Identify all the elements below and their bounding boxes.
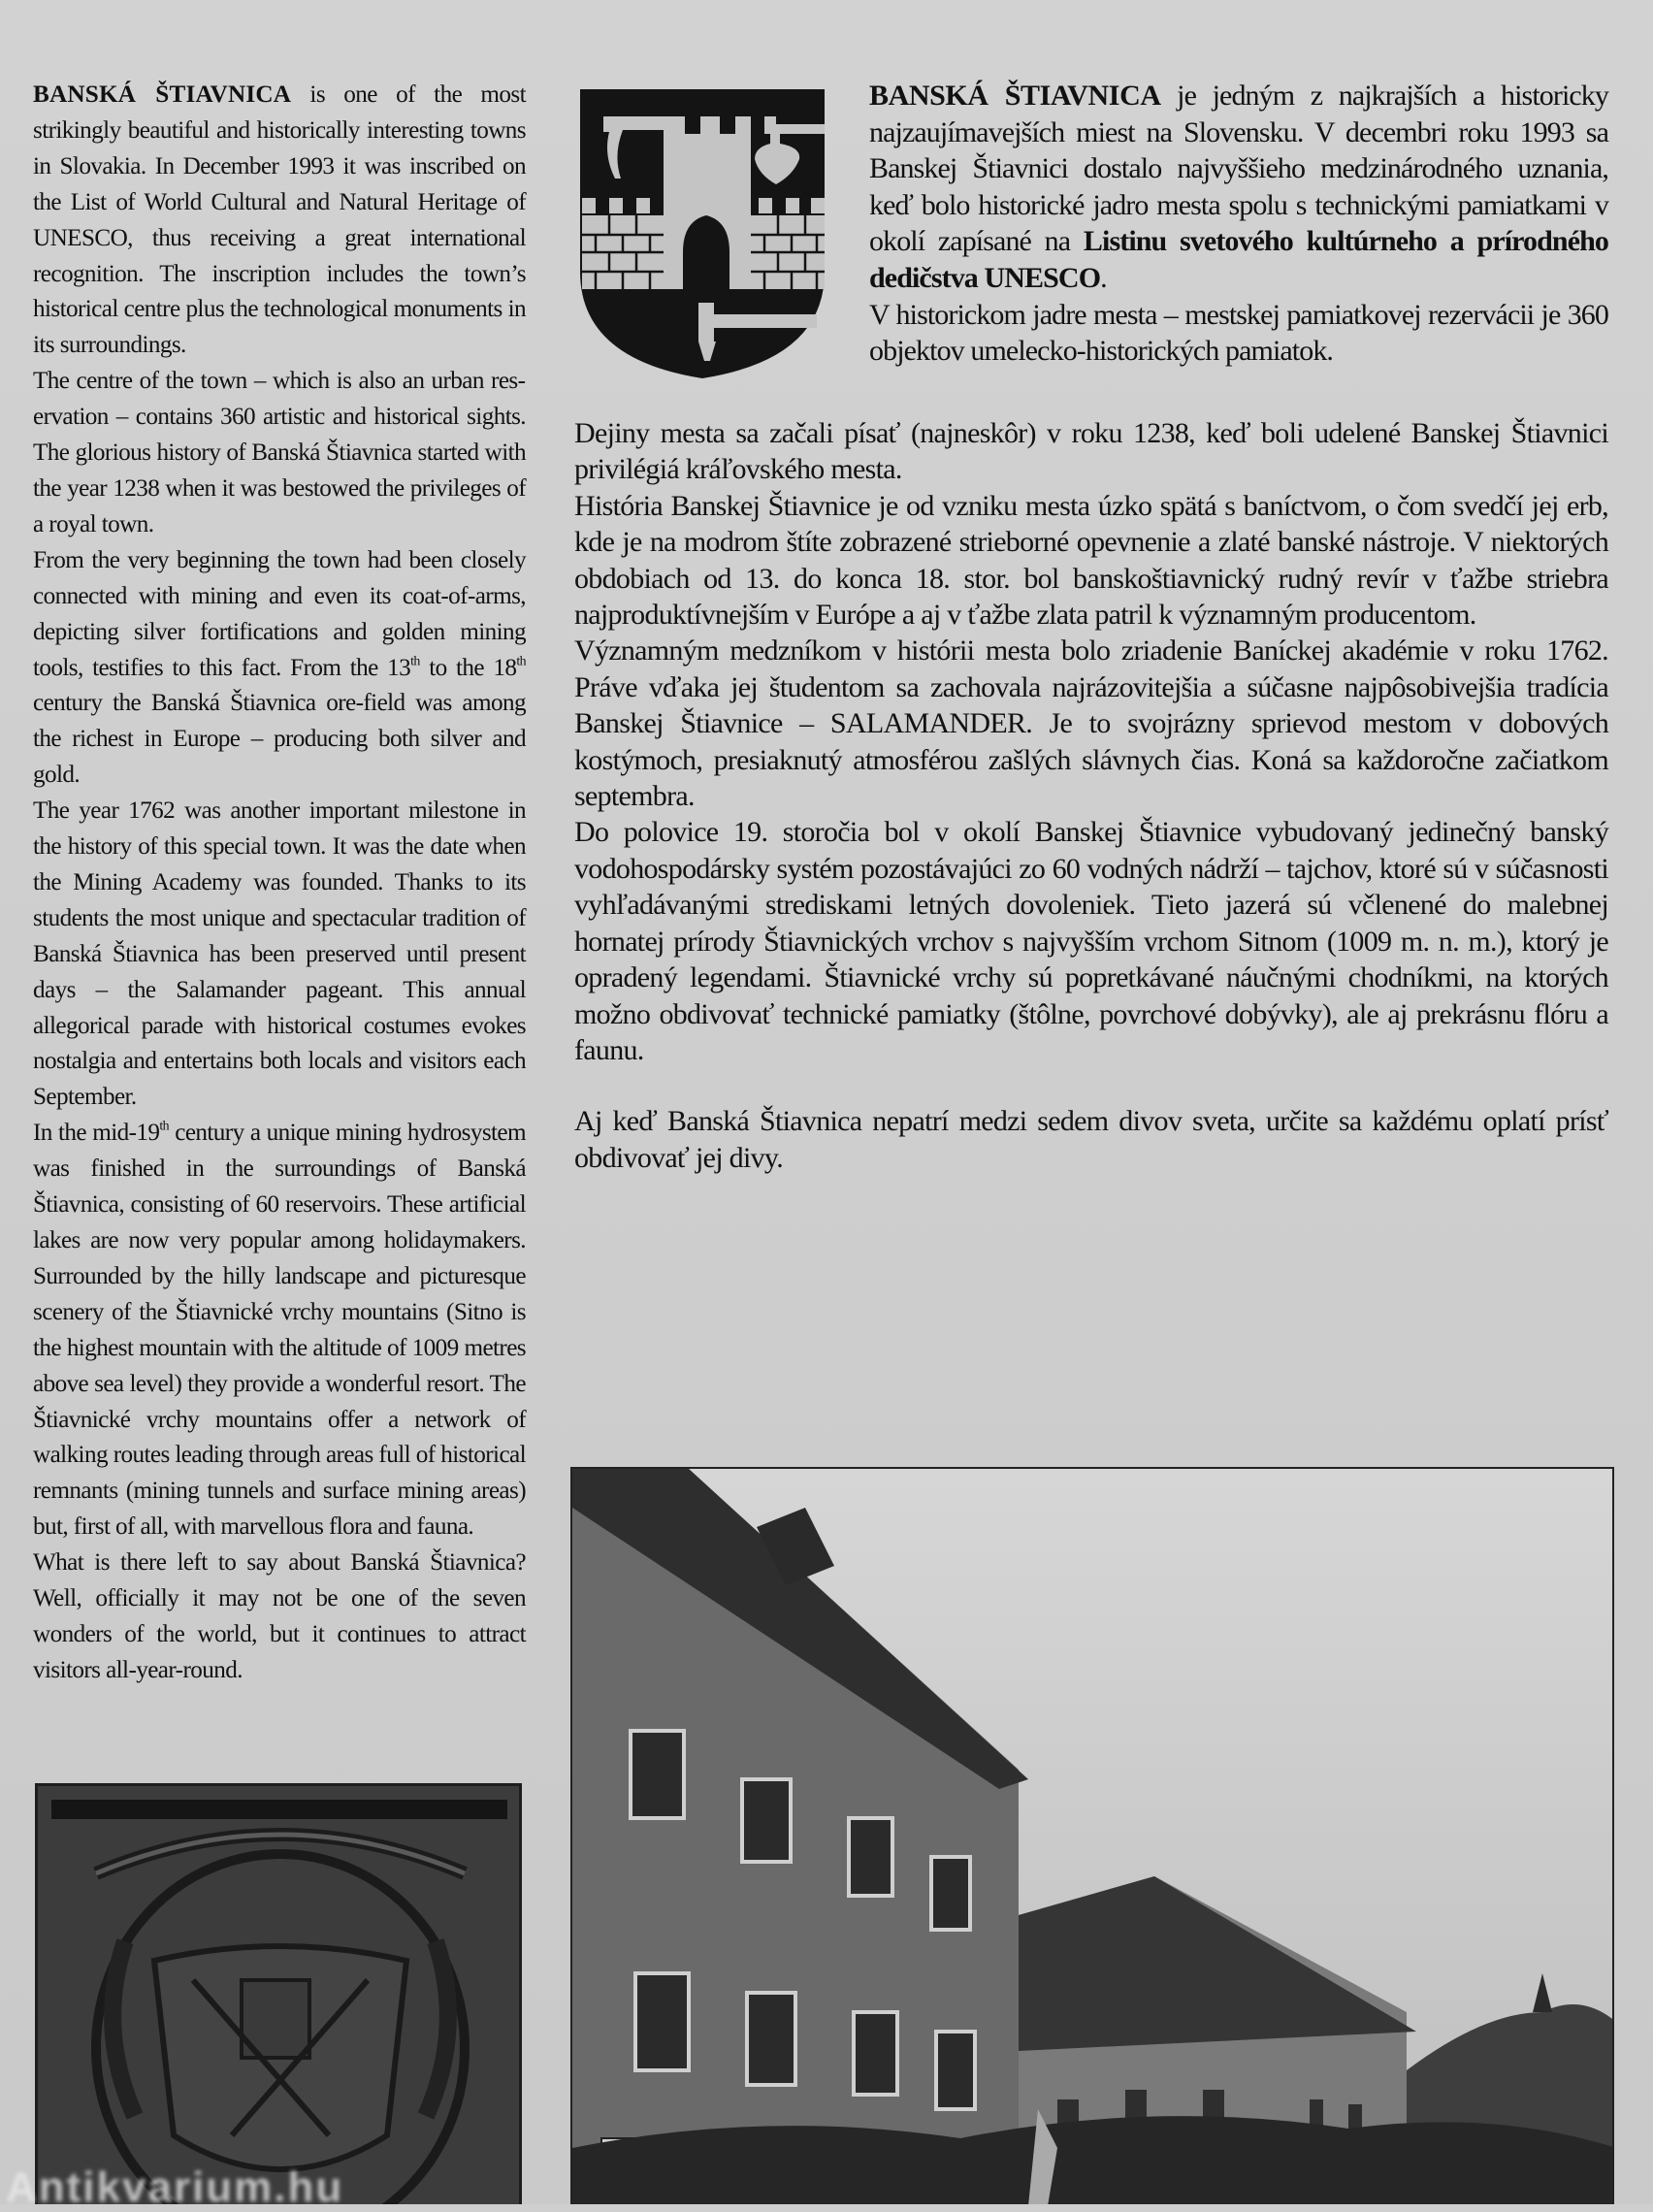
street-scene-photo bbox=[570, 1467, 1614, 2204]
slovak-paragraph-7: Aj keď Banská Štiavnica nepatrí medzi sedem divov sveta, určite sa každému oplatí prísť obdivovať jej divy. bbox=[574, 1105, 1608, 1174]
watermark: Antikvarium.hu bbox=[6, 2163, 344, 2211]
english-title: BANSKÁ ŠTIAVNICA bbox=[33, 81, 292, 108]
english-paragraph-5: In the mid-19th century a unique mining hydrosystem was finished in the surroundings of Banská Štiavnica, consisting of 60 reservoirs. These artificial lakes are now very popular among holidaymakers. Surrounded by the hilly landscape and picturesque scenery of the Štiavnické vrchy mountains (Sitno is the highest mountain with the altitude of 1009 metres above sea level) they provide a wonderful resort. The Štiavnické vrchy mountains offer a network of walking routes leading through areas full of historical remnants (mining tunnels and surface mining areas) but, first of all, with marvellous flora and fauna. bbox=[33, 1118, 526, 1541]
english-text-column bbox=[33, 78, 526, 1689]
paragraph-gap bbox=[574, 1068, 1608, 1103]
slovak-paragraph-3: Dejiny mesta sa začali písať (najneskôr) v roku 1238, keď boli udelené Banskej Štiavnici privilégiá kráľovského mesta. bbox=[574, 417, 1608, 486]
english-paragraph-3: From the very beginning the town had been closely connected with mining and even its coat-of-arms, depicting silver fortifications and golden mining tools, testifies to this fact. From the 13th to the 18th century the Banská Štiavnica ore-field was among the richest in Europe – producing both silver and gold. bbox=[33, 546, 526, 789]
slovak-paragraph-4: História Banskej Štiavnice je od vzniku mesta úzko spätá s baníctvom, o čom svedčí jej erb, kde je na modrom štíte zobrazené strieborné opevnenie a zlaté banské nástroje. V niektorých obdobiach od 13. do konca 18. stor. bol banskoštiavnický rudný revír v ťažbe striebra najproduktívnejším v Európe a aj v ťažbe zlata patril k významným producentom. bbox=[574, 489, 1608, 632]
english-paragraph-4: The year 1762 was another important milestone in the history of this special town. It was the date when the Mining Academy was founded. Thanks to its students the most unique and spectacular tradition of Banská Štiavnica has been preserved until present days – the Salamander pageant. This annual allegorical parade with historical costumes evokes nostalgia and entertains both locals and visitors each September. bbox=[33, 797, 526, 1111]
relief-photo bbox=[35, 1783, 522, 2204]
unesco-list-bold: Listinu svetového kultúrneho a prírodného dedičstva UNESCO bbox=[869, 225, 1609, 294]
slovak-intro-text bbox=[869, 78, 1608, 370]
english-paragraph-6: What is there left to say about Banská Štiavnica? Well, officially it may not be one of the seven wonders of the world, but it continues to attract visitors all-year-round. bbox=[33, 1549, 526, 1683]
slovak-paragraph-5: Významným medzníkom v histórii mesta bolo zriadenie Baníckej akadémie v roku 1762. Práve vďaka jej študentom sa zachovala najrázovitejšia a súčasne najpôsobivejšia tradícia Banskej Štiavnice – SALAMANDER. Je to svojrázny sprievod mestom v dobových kostýmoch, presiaknutý atmosférou zašlých slávnych čias. Koná sa každoročne začiatkom septembra. bbox=[574, 634, 1608, 813]
slovak-paragraph-2: V historickom jadre mesta – mestskej pamiatkovej rezervácii je 360 objektov umelecko-historických pamiatok. bbox=[869, 298, 1608, 368]
english-paragraph-1: BANSKÁ ŠTIAVNICA is one of the most strikingly beautiful and historically interesting towns in Slovakia. In December 1993 it was inscribed on the List of World Cultural and Natural Heritage of UNESCO, thus receiving a great international recognition. The inscription includes the town’s historical centre plus the technological monuments in its surroundings. bbox=[33, 81, 526, 359]
slovak-main-text bbox=[574, 415, 1608, 1176]
slovak-title: BANSKÁ ŠTIAVNICA bbox=[869, 80, 1161, 112]
slovak-paragraph-1: BANSKÁ ŠTIAVNICA je jedným z najkrajších a historicky najzaujímavejších miest na Slovensku. V decembri roku 1993 sa Banskej Štiavnici dostalo najvyššieho medzinárodného uznania, keď bolo historické jadro mesta spolu s technickými pamiatkami v okolí zapísané na Listinu svetového kultúrneho a prírodného dedičstva UNESCO. bbox=[869, 80, 1609, 294]
english-paragraph-2: The centre of the town – which is also an urban reservation – contains 360 artistic and historical sights. The glorious history of Banská Štiavnica started with the year 1238 when it was bestowed the privileges of a royal town. bbox=[33, 368, 526, 537]
slovak-paragraph-6: Do polovice 19. storočia bol v okolí Banskej Štiavnice vybudovaný jedinečný banský vodohospodársky systém pozostávajúci zo 60 vodných nádrží – tajchov, ktoré sú v súčasnosti vyhľadávanými strediskami letných dovoleniek. Tieto jazerá sú včlenené do malebnej hornatej prírody Štiavnických vrchov s najvyšším vrchom Sitnom (1009 m. n. m.), ktorý je opradený legendami. Štiavnické vrchy sú popretkávané náučnými chodníkmi, na ktorých možno obdivovať technické pamiatky (štôlne, povrchové dobývky), ale aj prekrásnu flóru a faunu. bbox=[574, 816, 1608, 1066]
coat-of-arms-icon bbox=[574, 78, 830, 380]
